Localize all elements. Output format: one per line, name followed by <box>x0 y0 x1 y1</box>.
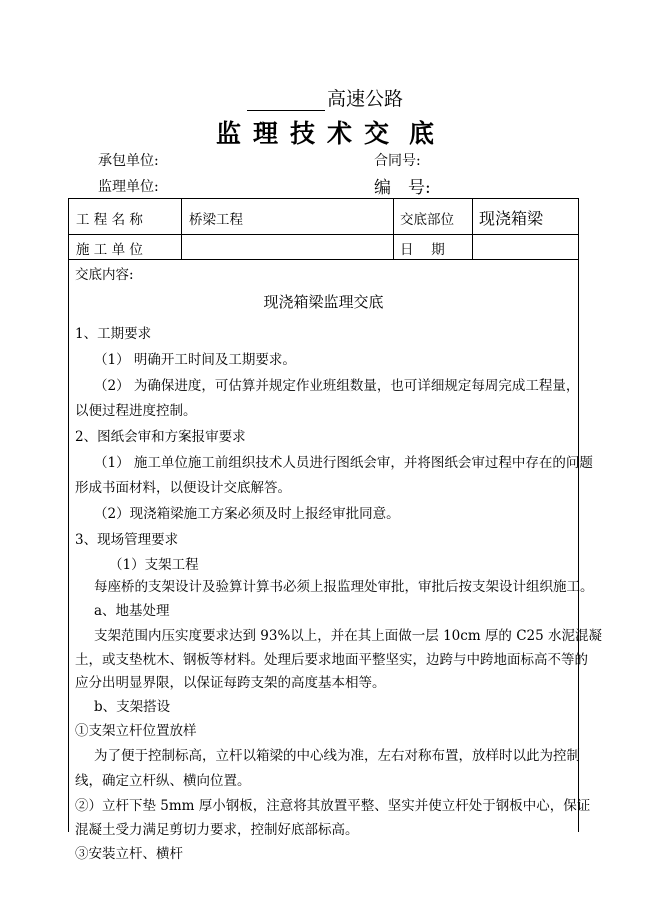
paragraph-line: 线，确定立杆纵、横向位置。 <box>75 773 251 789</box>
date-label: 日 期 <box>400 242 445 258</box>
content-label: 交底内容: <box>75 267 134 283</box>
subsection-heading: a、地基处理 <box>94 603 170 619</box>
road-title: 高速公路 <box>326 88 403 110</box>
main-title-char: 交 <box>364 119 390 148</box>
content-title: 现浇箱梁监理交底 <box>263 293 384 311</box>
subsection-heading: ③安装立杆、横杆 <box>75 846 183 862</box>
paragraph-line: （2） 为确保进度，可估算并规定作业班组数量，也可详细规定每周完成工程量， <box>94 378 580 394</box>
paragraph-line: 土，或支垫枕木、钢板等材料。处理后要求地面平整坚实，边跨与中跨地面标高不等的 <box>75 652 588 668</box>
paragraph-line: （1） 明确开工时间及工期要求。 <box>94 352 296 368</box>
main-title-char: 术 <box>327 119 353 148</box>
serial-no-label: 编 号: <box>374 178 431 198</box>
paragraph-line: 应分出明显界限，以保证每跨支架的高度基本相等。 <box>75 675 386 691</box>
handover-part-label: 交底部位 <box>400 212 454 228</box>
contract-no-label: 合同号: <box>374 153 421 169</box>
section-heading: 2、图纸会审和方案报审要求 <box>75 429 246 445</box>
handover-sheet <box>68 198 603 862</box>
paragraph-line: （2）现浇箱梁施工方案必须及时上报经审批同意。 <box>94 506 400 522</box>
paragraph-line: 以便过程进度控制。 <box>75 403 197 419</box>
section-heading: 1、工期要求 <box>75 326 152 342</box>
subsection-heading: b、支架搭设 <box>94 699 171 715</box>
paragraph-line: 混凝土受力满足剪切力要求，控制好底部标高。 <box>75 822 359 838</box>
paragraph-line: 每座桥的支架设计及验算计算书必须上报监理处审批，审批后按支架设计组织施工。 <box>94 579 594 595</box>
main-title-char: 理 <box>252 119 278 148</box>
road-title-line <box>0 84 650 111</box>
main-title-char: 底 <box>409 119 435 148</box>
column-divider <box>181 199 182 259</box>
handover-part-value: 现浇箱梁 <box>479 209 544 228</box>
paragraph-line: （1） 施工单位施工前组织技术人员进行图纸会审，并将图纸会审过程中存在的问题 <box>94 455 593 471</box>
table-row <box>69 234 578 260</box>
road-name-blank <box>247 90 325 111</box>
construction-unit-label: 施 工 单 位 <box>76 242 143 258</box>
main-title-char: 技 <box>289 119 315 148</box>
column-divider <box>393 199 394 259</box>
project-name-value: 桥梁工程 <box>189 212 243 228</box>
subsection-heading: ①支架立杆位置放样 <box>75 723 197 739</box>
project-name-label: 工 程 名 称 <box>76 212 143 228</box>
main-title-char: 监 <box>215 119 241 148</box>
supervisor-label: 监理单位: <box>98 179 159 195</box>
contractor-label: 承包单位: <box>98 153 159 169</box>
paragraph-line: 支架范围内压实度要求达到 93%以上，并在其上面做一层 10cm 厚的 C25 水泥混凝 <box>94 628 603 644</box>
subsection-heading: （1）支架工程 <box>109 557 199 573</box>
column-divider <box>472 199 473 259</box>
main-title <box>0 114 650 150</box>
section-heading: 3、现场管理要求 <box>75 532 179 548</box>
paragraph-line: ②）立杆下垫 5mm 厚小钢板，注意将其放置平整、坚实并使立杆处于钢板中心，保证 <box>75 798 591 814</box>
paragraph-line: 形成书面材料，以便设计交底解答。 <box>75 480 291 496</box>
paragraph-line: 为了便于控制标高，立杆以箱梁的中心线为准，左右对称布置，放样时以此为控制 <box>94 748 580 764</box>
